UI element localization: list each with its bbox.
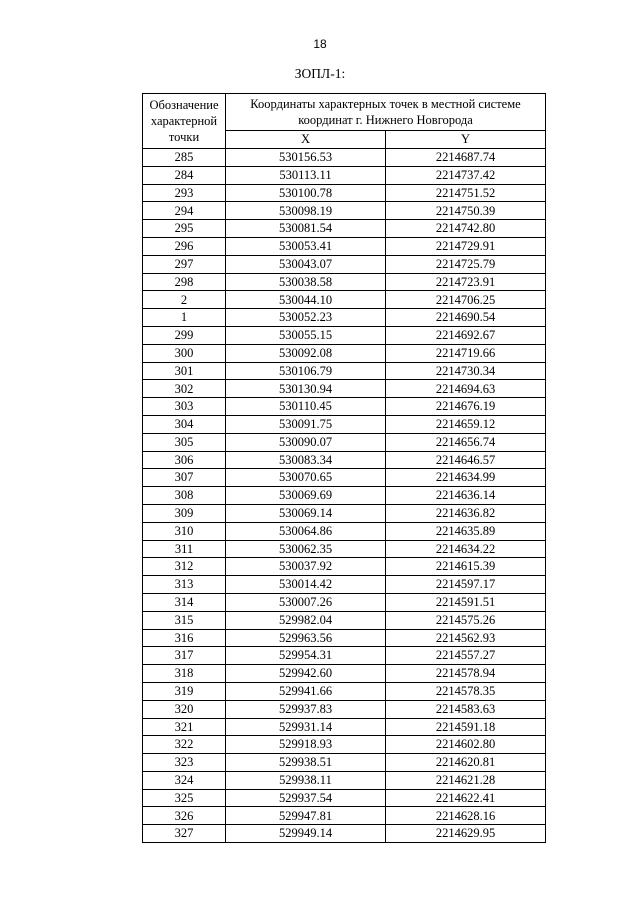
table-row	[143, 309, 546, 327]
y-cell: 2214621.28	[386, 771, 546, 789]
table-row	[143, 487, 546, 505]
point-cell: 311	[143, 540, 226, 558]
point-cell: 314	[143, 593, 226, 611]
point-cell: 315	[143, 611, 226, 629]
table-header	[143, 94, 546, 149]
x-cell: 530130.94	[226, 380, 386, 398]
table-row	[143, 433, 546, 451]
x-cell: 530106.79	[226, 362, 386, 380]
point-cell: 285	[143, 149, 226, 167]
point-cell: 308	[143, 487, 226, 505]
point-cell: 307	[143, 469, 226, 487]
y-cell: 2214730.34	[386, 362, 546, 380]
y-cell: 2214583.63	[386, 700, 546, 718]
y-cell: 2214615.39	[386, 558, 546, 576]
point-cell: 323	[143, 754, 226, 772]
table-row	[143, 451, 546, 469]
point-cell: 298	[143, 273, 226, 291]
x-cell: 530037.92	[226, 558, 386, 576]
x-cell: 530052.23	[226, 309, 386, 327]
coordinates-column-header: Координаты характерных точек в местной системе координат г. Нижнего Новгорода	[226, 94, 546, 131]
table-row	[143, 771, 546, 789]
point-cell: 295	[143, 220, 226, 238]
x-cell: 530098.19	[226, 202, 386, 220]
table-row	[143, 202, 546, 220]
point-cell: 326	[143, 807, 226, 825]
x-cell: 530070.65	[226, 469, 386, 487]
point-cell: 284	[143, 166, 226, 184]
x-cell: 529954.31	[226, 647, 386, 665]
table-row	[143, 558, 546, 576]
table-row	[143, 398, 546, 416]
section-title: ЗОПЛ-1:	[294, 66, 346, 81]
table-row	[143, 647, 546, 665]
x-cell: 529963.56	[226, 629, 386, 647]
x-cell: 530113.11	[226, 166, 386, 184]
x-cell: 530100.78	[226, 184, 386, 202]
point-cell: 304	[143, 415, 226, 433]
x-cell: 530110.45	[226, 398, 386, 416]
y-cell: 2214562.93	[386, 629, 546, 647]
point-cell: 306	[143, 451, 226, 469]
table-row	[143, 166, 546, 184]
table-row	[143, 825, 546, 843]
table-row	[143, 754, 546, 772]
x-cell: 530043.07	[226, 255, 386, 273]
table-row	[143, 682, 546, 700]
x-cell: 530044.10	[226, 291, 386, 309]
point-cell: 310	[143, 522, 226, 540]
y-cell: 2214659.12	[386, 415, 546, 433]
x-cell: 529937.54	[226, 789, 386, 807]
table-row	[143, 611, 546, 629]
y-cell: 2214578.35	[386, 682, 546, 700]
y-cell: 2214578.94	[386, 665, 546, 683]
point-cell: 299	[143, 326, 226, 344]
y-cell: 2214628.16	[386, 807, 546, 825]
y-cell: 2214557.27	[386, 647, 546, 665]
y-cell: 2214694.63	[386, 380, 546, 398]
x-cell: 529938.51	[226, 754, 386, 772]
point-cell: 317	[143, 647, 226, 665]
y-cell: 2214636.82	[386, 504, 546, 522]
table-row	[143, 540, 546, 558]
x-cell: 530014.42	[226, 576, 386, 594]
point-cell: 2	[143, 291, 226, 309]
table-row	[143, 273, 546, 291]
point-cell: 327	[143, 825, 226, 843]
y-cell: 2214591.18	[386, 718, 546, 736]
table-row	[143, 237, 546, 255]
y-cell: 2214729.91	[386, 237, 546, 255]
y-cell: 2214646.57	[386, 451, 546, 469]
y-cell: 2214676.19	[386, 398, 546, 416]
x-cell: 530038.58	[226, 273, 386, 291]
y-cell: 2214687.74	[386, 149, 546, 167]
point-cell: 309	[143, 504, 226, 522]
point-cell: 325	[143, 789, 226, 807]
x-cell: 530069.14	[226, 504, 386, 522]
y-cell: 2214690.54	[386, 309, 546, 327]
point-cell: 319	[143, 682, 226, 700]
x-cell: 529947.81	[226, 807, 386, 825]
point-cell: 301	[143, 362, 226, 380]
y-cell: 2214591.51	[386, 593, 546, 611]
x-cell: 530055.15	[226, 326, 386, 344]
y-cell: 2214725.79	[386, 255, 546, 273]
x-cell: 529941.66	[226, 682, 386, 700]
x-cell: 530007.26	[226, 593, 386, 611]
table-row	[143, 326, 546, 344]
y-cell: 2214719.66	[386, 344, 546, 362]
table-row	[143, 184, 546, 202]
point-cell: 305	[143, 433, 226, 451]
table-row	[143, 220, 546, 238]
x-cell: 529949.14	[226, 825, 386, 843]
point-cell: 1	[143, 309, 226, 327]
y-cell: 2214575.26	[386, 611, 546, 629]
point-cell: 313	[143, 576, 226, 594]
point-cell: 322	[143, 736, 226, 754]
point-cell: 302	[143, 380, 226, 398]
x-cell: 529918.93	[226, 736, 386, 754]
point-cell: 320	[143, 700, 226, 718]
table-row	[143, 504, 546, 522]
table-row	[143, 469, 546, 487]
point-cell: 318	[143, 665, 226, 683]
point-cell: 294	[143, 202, 226, 220]
table-row	[143, 576, 546, 594]
y-cell: 2214634.99	[386, 469, 546, 487]
table-row	[143, 593, 546, 611]
point-cell: 316	[143, 629, 226, 647]
x-cell: 529938.11	[226, 771, 386, 789]
point-cell: 296	[143, 237, 226, 255]
point-column-header: Обозначение характерной точки	[143, 94, 226, 149]
point-cell: 321	[143, 718, 226, 736]
table-row	[143, 718, 546, 736]
table-row	[143, 362, 546, 380]
y-cell: 2214692.67	[386, 326, 546, 344]
point-cell: 312	[143, 558, 226, 576]
x-cell: 529942.60	[226, 665, 386, 683]
y-cell: 2214597.17	[386, 576, 546, 594]
y-cell: 2214737.42	[386, 166, 546, 184]
table-row	[143, 522, 546, 540]
table-row	[143, 149, 546, 167]
table-row	[143, 807, 546, 825]
table-body	[143, 149, 546, 843]
y-cell: 2214656.74	[386, 433, 546, 451]
x-cell: 530156.53	[226, 149, 386, 167]
table-row	[143, 789, 546, 807]
y-cell: 2214751.52	[386, 184, 546, 202]
y-cell: 2214620.81	[386, 754, 546, 772]
table-row	[143, 736, 546, 754]
table-row	[143, 415, 546, 433]
x-cell: 529982.04	[226, 611, 386, 629]
y-cell: 2214622.41	[386, 789, 546, 807]
table-row	[143, 291, 546, 309]
y-cell: 2214750.39	[386, 202, 546, 220]
point-cell: 324	[143, 771, 226, 789]
x-cell: 530053.41	[226, 237, 386, 255]
table-row	[143, 700, 546, 718]
y-cell: 2214629.95	[386, 825, 546, 843]
table-row	[143, 665, 546, 683]
point-cell: 303	[143, 398, 226, 416]
y-column-header: Y	[386, 130, 546, 148]
y-cell: 2214602.80	[386, 736, 546, 754]
point-cell: 297	[143, 255, 226, 273]
x-cell: 530092.08	[226, 344, 386, 362]
point-cell: 293	[143, 184, 226, 202]
table-row	[143, 255, 546, 273]
y-cell: 2214742.80	[386, 220, 546, 238]
y-cell: 2214706.25	[386, 291, 546, 309]
x-cell: 530090.07	[226, 433, 386, 451]
x-cell: 530064.86	[226, 522, 386, 540]
x-cell: 530081.54	[226, 220, 386, 238]
coordinates-table	[142, 93, 546, 843]
table-row	[143, 629, 546, 647]
point-cell: 300	[143, 344, 226, 362]
y-cell: 2214634.22	[386, 540, 546, 558]
y-cell: 2214723.91	[386, 273, 546, 291]
y-cell: 2214636.14	[386, 487, 546, 505]
x-cell: 530062.35	[226, 540, 386, 558]
table-row	[143, 380, 546, 398]
y-cell: 2214635.89	[386, 522, 546, 540]
x-cell: 530069.69	[226, 487, 386, 505]
x-cell: 530091.75	[226, 415, 386, 433]
x-column-header: X	[226, 130, 386, 148]
x-cell: 529937.83	[226, 700, 386, 718]
table-row	[143, 344, 546, 362]
x-cell: 529931.14	[226, 718, 386, 736]
x-cell: 530083.34	[226, 451, 386, 469]
page-number: 18	[313, 37, 327, 51]
